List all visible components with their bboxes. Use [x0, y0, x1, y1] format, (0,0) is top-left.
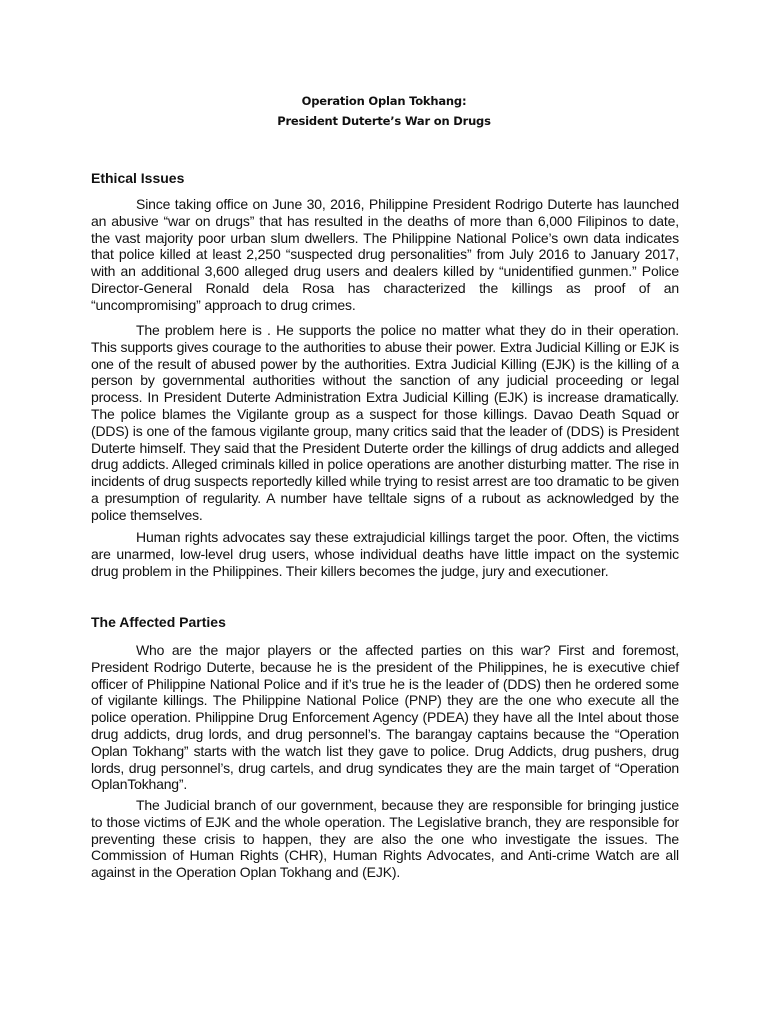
document-subtitle: President Duterte’s War on Drugs [277, 114, 491, 128]
paragraph: Human rights advocates say these extrajudicial killings target the poor. Often, the victims are unarmed, low-level drug users, whose individual deaths have little impact on the systemic drug problem in the Philippines. Their killers becomes the judge, jury and executioner. [91, 529, 679, 579]
section-heading-ethical-issues: Ethical Issues [91, 170, 185, 186]
paragraph: Since taking office on June 30, 2016, Philippine President Rodrigo Duterte has launched an abusive “war on drugs” that has resulted in the deaths of more than 6,000 Filipinos to date, the vast majority poor urban slum dwellers. The Philippine National Police’s own data indicates that police killed at least 2,250 “suspected drug personalities” from July 2016 to January 2017, with an additional 3,600 alleged drug users and dealers killed by “unidentified gunmen.” Police Director-General Ronald dela Rosa has characterized the killings as proof of an “uncompromising” approach to drug crimes. [91, 196, 679, 313]
paragraph: The problem here is . He supports the police no matter what they do in their operation. This supports gives courage to the authorities to abuse their power. Extra Judicial Killing or EJK is one of the result of abused power by the authorities. Extra Judicial Killing (EJK) is the killing of a person by governmental authorities without the sanction of any judicial proceeding or legal process. In President Duterte Administration Extra Judicial Killing (EJK) is increase dramatically. The police blames the Vigilante group as a suspect for those killings. Davao Death Squad or (DDS) is one of the famous vigilante group, many critics said that the leader of (DDS) is President Duterte himself. They said that the President Duterte order the killings of drug addicts and alleged drug addicts. Alleged criminals killed in police operations are another disturbing matter. The rise in incidents of drug suspects reportedly killed while trying to resist arrest are too dramatic to be given a presumption of regularity. A number have telltale signs of a rubout as acknowledged by the police themselves. [91, 322, 679, 523]
document-title: Operation Oplan Tokhang: [301, 94, 467, 108]
paragraph: The Judicial branch of our government, because they are responsible for bringing justice to those victims of EJK and the whole operation. The Legislative branch, they are responsible for preventing these crisis to happen, they are also the one who investigate the issues. The Commission of Human Rights (CHR), Human Rights Advocates, and Anti-crime Watch are all against in the Operation Oplan Tokhang and (EJK). [91, 797, 679, 881]
section-heading-affected-parties: The Affected Parties [91, 614, 226, 630]
paragraph: Who are the major players or the affected parties on this war? First and foremost, President Rodrigo Duterte, because he is the president of the Philippines, he is executive chief officer of Philippine National Police and if it’s true he is the leader of (DDS) then he ordered some of vigilante killings. The Philippine National Police (PNP) they are the one who execute all the police operation. Philippine Drug Enforcement Agency (PDEA) they have all the Intel about those drug addicts, drug lords, and drug personnel’s. The barangay captains because the “Operation Oplan Tokhang” starts with the watch list they gave to police. Drug Addicts, drug pushers, drug lords, drug personnel’s, drug cartels, and drug syndicates they are the main target of “Operation OplanTokhang”. [91, 642, 679, 793]
